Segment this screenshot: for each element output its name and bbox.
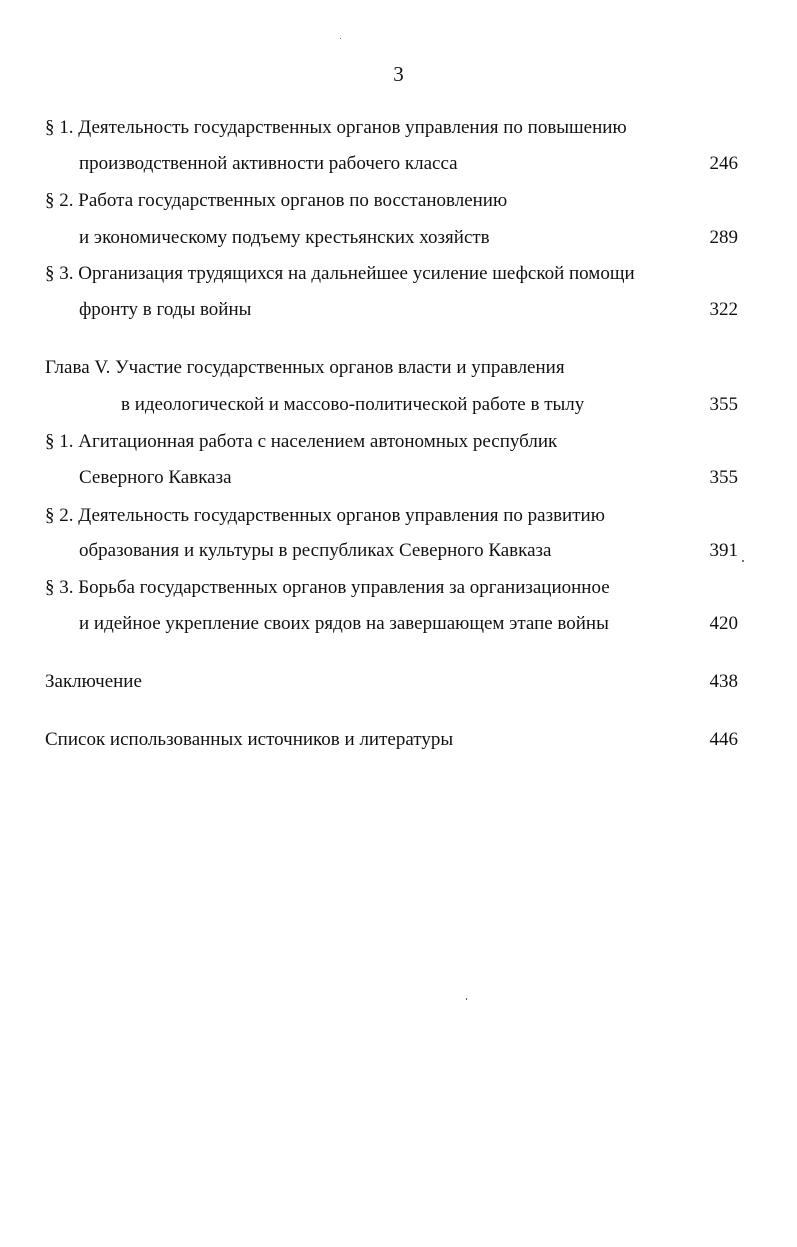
scan-speck: [466, 998, 467, 1000]
toc-ch5-sec3-line1: § 3. Борьба государственных органов управления за организационное: [45, 577, 610, 598]
scan-speck: [340, 38, 341, 39]
toc-entry-sec1-line1: § 1. Деятельность государственных органов управления по повышению: [45, 117, 627, 138]
toc-entry-sec1-page: 246: [709, 153, 738, 174]
toc-entry-sec3-line1: § 3. Организация трудящихся на дальнейшее усиление шефской помощи: [45, 263, 635, 284]
toc-entry-sec2-line1: § 2. Работа государственных органов по восстановлению: [45, 190, 508, 211]
toc-ch5-sec1-line1: § 1. Агитационная работа с населением автономных республик: [45, 431, 558, 452]
toc-chapter5-line1: Глава V. Участие государственных органов власти и управления: [45, 357, 565, 378]
toc-entry-sec2-line2: и экономическому подъему крестьянских хозяйств: [79, 227, 490, 248]
toc-entry-sec3-page: 322: [709, 299, 738, 320]
scan-speck: [742, 560, 744, 562]
toc-ch5-sec2-page: 391: [709, 540, 738, 561]
toc-ch5-sec3-line2: и идейное укрепление своих рядов на завершающем этапе войны: [79, 613, 609, 634]
toc-ch5-sec2-line1: § 2. Деятельность государственных органов управления по развитию: [45, 505, 605, 526]
page-number: 3: [393, 62, 404, 86]
toc-entry-sec2-page: 289: [709, 227, 738, 248]
toc-ch5-sec1-line2: Северного Кавказа: [79, 467, 232, 488]
toc-ch5-sec3-page: 420: [709, 613, 738, 634]
toc-chapter5-page: 355: [709, 394, 738, 415]
toc-conclusion-label: Заключение: [45, 671, 142, 692]
toc-ch5-sec1-page: 355: [709, 467, 738, 488]
toc-conclusion-page: 438: [709, 671, 738, 692]
toc-bibliography-label: Список использованных источников и литературы: [45, 729, 454, 750]
toc-entry-sec1-line2: производственной активности рабочего класса: [79, 153, 458, 174]
toc-entry-sec3-line2: фронту в годы войны: [79, 299, 252, 320]
toc-chapter5-line2: в идеологической и массово-политической работе в тылу: [121, 394, 585, 415]
toc-bibliography-page: 446: [709, 729, 738, 750]
toc-ch5-sec2-line2: образования и культуры в республиках Северного Кавказа: [79, 540, 552, 561]
